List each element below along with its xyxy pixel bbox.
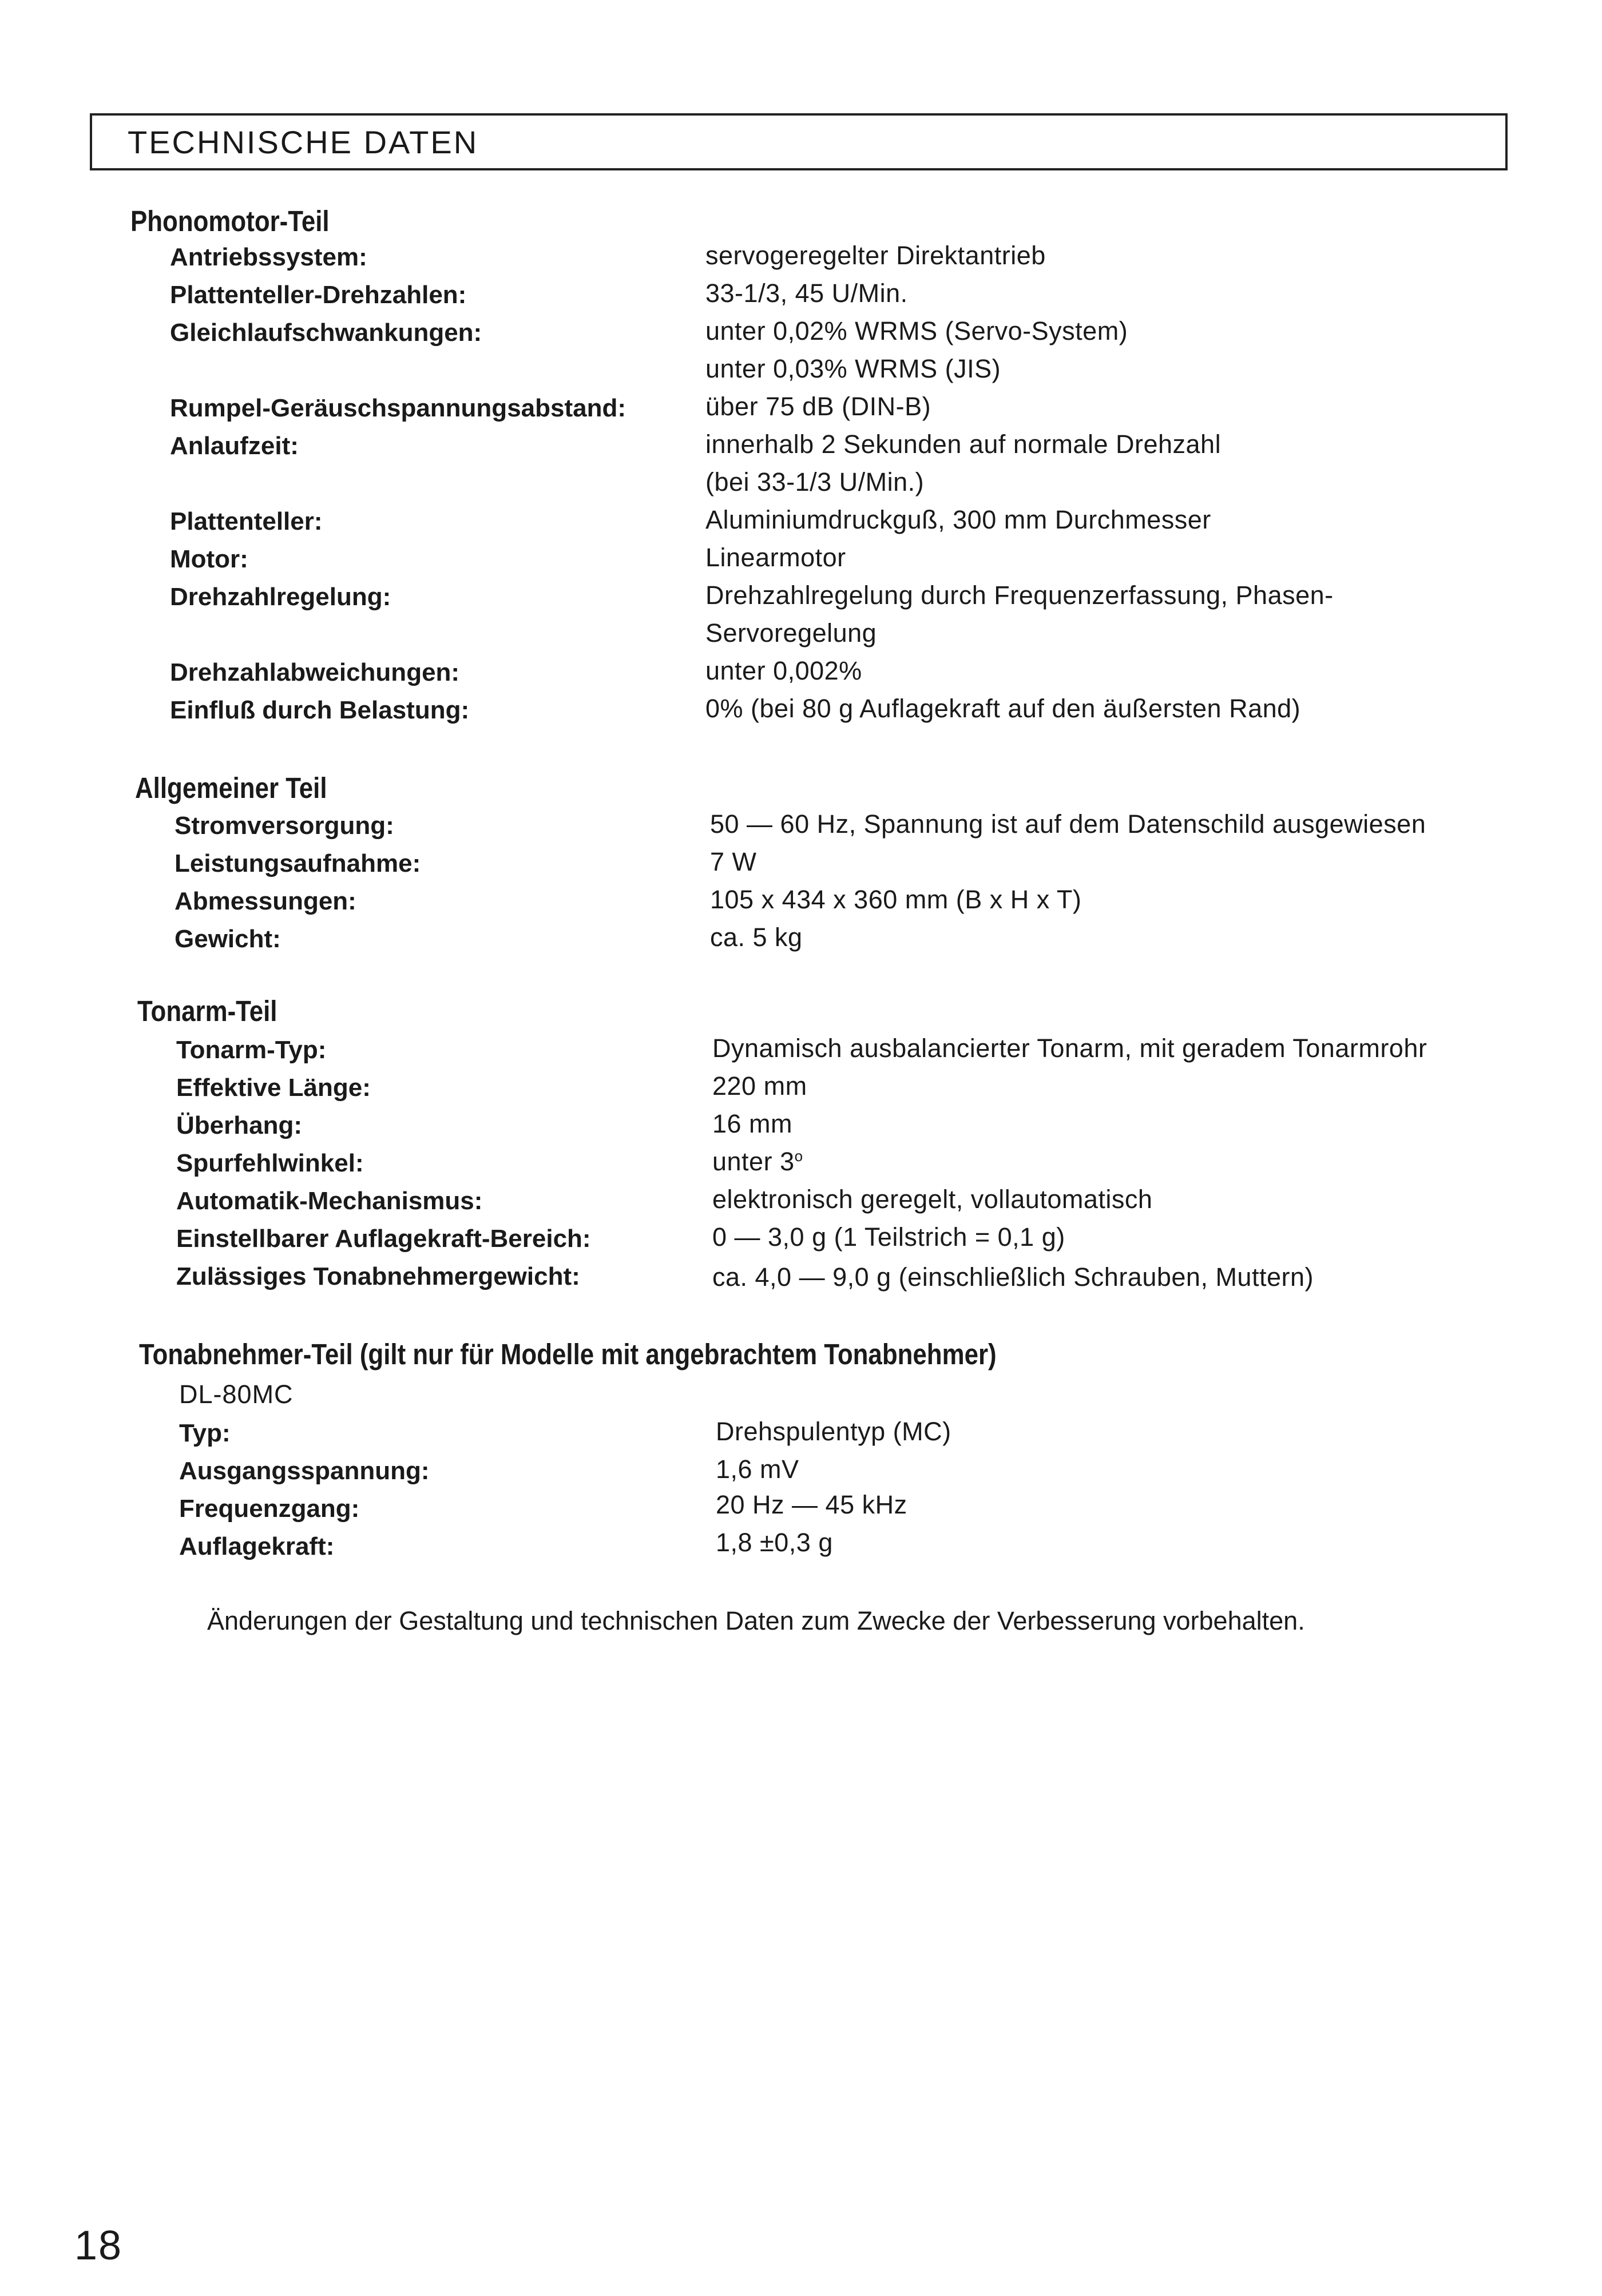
spec-label: Stromversorgung: [175, 812, 394, 840]
spec-value: 1,6 mV [716, 1455, 799, 1484]
spec-value: servogeregelter Direktantrieb [705, 241, 1046, 270]
page-title: TECHNISCHE DATEN [128, 124, 479, 160]
spec-value: Servoregelung [705, 618, 877, 648]
spec-value: unter 0,03% WRMS (JIS) [705, 354, 1001, 383]
degree-sign: o [794, 1147, 803, 1165]
spec-value: elektronisch geregelt, vollautomatisch [712, 1185, 1153, 1214]
page-number: 18 [74, 2223, 123, 2269]
spec-label: Motor: [170, 545, 248, 573]
spec-value: 16 mm [712, 1109, 793, 1138]
spec-label: Frequenzgang: [179, 1495, 360, 1523]
cartridge-model: DL-80MC [179, 1380, 294, 1409]
spec-label: Automatik-Mechanismus: [176, 1187, 483, 1215]
spec-label: Überhang: [176, 1111, 302, 1139]
section-heading-tonabnehmer: Tonabnehmer-Teil (gilt nur für Modelle mit angebrachtem Tonabnehmer) [139, 1338, 997, 1371]
spec-label: Ausgangsspannung: [179, 1457, 430, 1485]
spec-value: ca. 4,0 — 9,0 g (einschließlich Schrauben, Muttern) [712, 1262, 1314, 1292]
spec-value: innerhalb 2 Sekunden auf normale Drehzahl [705, 430, 1222, 459]
spec-label: Effektive Länge: [176, 1074, 371, 1102]
spec-value: 0% (bei 80 g Auflagekraft auf den äußersten Rand) [705, 694, 1301, 723]
spec-value: Linearmotor [705, 543, 846, 572]
section-heading-tonarm: Tonarm-Teil [137, 995, 277, 1027]
spec-label: Zulässiges Tonabnehmergewicht: [176, 1262, 580, 1290]
spec-value: 0 — 3,0 g (1 Teilstrich = 0,1 g) [712, 1222, 1065, 1252]
spec-label: Spurfehlwinkel: [176, 1149, 364, 1177]
spec-label: Tonarm-Typ: [176, 1036, 327, 1064]
spec-value: unter 0,02% WRMS (Servo-System) [705, 316, 1128, 345]
spec-label: Drehzahlabweichungen: [170, 658, 460, 686]
spec-value: Drehspulentyp (MC) [716, 1417, 951, 1446]
spec-value: ca. 5 kg [710, 923, 803, 952]
footer-note: Änderungen der Gestaltung und technischen Daten zum Zwecke der Verbesserung vorbehalten. [207, 1606, 1305, 1635]
spec-value-text: unter 3 [712, 1147, 795, 1176]
spec-label: Auflagekraft: [179, 1532, 335, 1560]
spec-label: Abmessungen: [175, 887, 356, 915]
spec-label: Leistungsaufnahme: [175, 849, 421, 877]
spec-label: Drehzahlregelung: [170, 583, 391, 611]
spec-value: 7 W [710, 847, 757, 876]
spec-label: Typ: [179, 1419, 231, 1447]
spec-value: 20 Hz — 45 kHz [716, 1490, 907, 1519]
spec-label: Anlaufzeit: [170, 432, 299, 460]
spec-label: Gewicht: [175, 925, 281, 953]
spec-label: Einstellbarer Auflagekraft-Bereich: [176, 1225, 591, 1253]
spec-value: (bei 33-1/3 U/Min.) [705, 467, 925, 496]
spec-value: 220 mm [712, 1071, 807, 1101]
spec-value: unter 0,002% [705, 656, 862, 685]
spec-value: 33-1/3, 45 U/Min. [705, 279, 908, 308]
spec-value: Drehzahlregelung durch Frequenzerfassung, Phasen- [705, 581, 1334, 610]
page-title-box [90, 113, 1508, 170]
spec-value: 105 x 434 x 360 mm (B x H x T) [710, 885, 1082, 914]
spec-label: Plattenteller-Drehzahlen: [170, 281, 467, 309]
spec-value: 50 — 60 Hz, Spannung ist auf dem Datenschild ausgewiesen [710, 809, 1426, 839]
section-heading-phonomotor: Phonomotor-Teil [130, 205, 330, 237]
spec-label: Antriebssystem: [170, 243, 367, 271]
spec-value: 1,8 ±0,3 g [716, 1528, 833, 1557]
spec-label: Plattenteller: [170, 507, 323, 535]
spec-value: Aluminiumdruckguß, 300 mm Durchmesser [705, 505, 1211, 534]
spec-label: Einfluß durch Belastung: [170, 696, 470, 724]
spec-value [712, 1147, 803, 1177]
spec-label: Gleichlaufschwankungen: [170, 319, 482, 347]
spec-value: Dynamisch ausbalancierter Tonarm, mit geradem Tonarmrohr [712, 1034, 1427, 1063]
spec-label: Rumpel-Geräuschspannungsabstand: [170, 394, 626, 422]
spec-value: über 75 dB (DIN-B) [705, 392, 931, 421]
section-heading-allgemeiner: Allgemeiner Teil [135, 772, 327, 804]
